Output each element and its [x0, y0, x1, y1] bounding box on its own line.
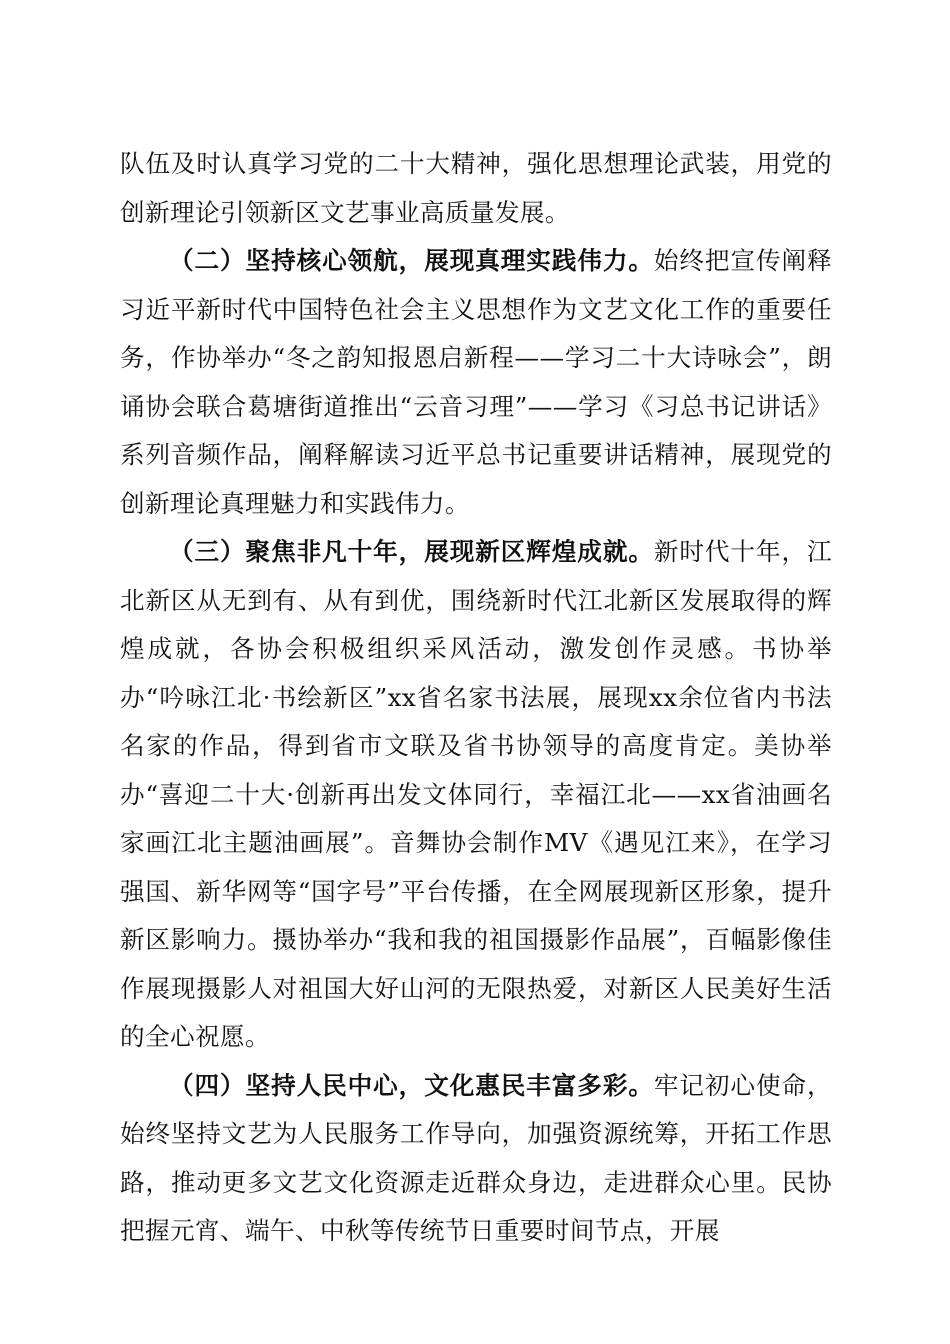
document-body	[120, 140, 832, 1256]
paragraph-section-3	[120, 528, 832, 1062]
paragraph-body: 队伍及时认真学习党的二十大精神，强化思想理论武装，用党的创新理论引领新区文艺事业高质量发展。	[120, 149, 832, 227]
paragraph-section-2	[120, 237, 832, 528]
section-heading: （三）聚焦非凡十年，展现新区辉煌成就。	[169, 537, 654, 566]
paragraph-section-4	[120, 1062, 832, 1256]
paragraph-body: 始终把宣传阐释习近平新时代中国特色社会主义思想作为文艺文化工作的重要任务，作协举办“冬之韵知报恩启新程——学习二十大诗咏会”，朗诵协会联合葛塘街道推出“云音习理”——学习《习总书记讲话》系列音频作品，阐释解读习近平总书记重要讲话精神，展现党的创新理论真理魅力和实践伟力。	[120, 246, 832, 518]
paragraph-body: 新时代十年，江北新区从无到有、从有到优，围绕新时代江北新区发展取得的辉煌成就，各协会积极组织采风活动，激发创作灵感。书协举办“吟咏江北·书绘新区”xx省名家书法展，展现xx余位省内书法名家的作品，得到省市文联及省书协领导的高度肯定。美协举办“喜迎二十大·创新再出发文体同行，幸福江北——xx省油画名家画江北主题油画展”。音舞协会制作MV《遇见江来》，在学习强国、新华网等“国字号”平台传播，在全网展现新区形象，提升新区影响力。摄协举办“我和我的祖国摄影作品展”，百幅影像佳作展现摄影人对祖国大好山河的无限热爱，对新区人民美好生活的全心祝愿。	[120, 537, 832, 1051]
section-heading: （四）坚持人民中心，文化惠民丰富多彩。	[169, 1070, 654, 1100]
paragraph-continuation	[120, 140, 832, 237]
section-heading: （二）坚持核心领航，展现真理实践伟力。	[169, 246, 654, 275]
paragraph-body: 牢记初心使命，始终坚持文艺为人民服务工作导向，加强资源统筹，开拓工作思路，推动更多文艺文化资源走近群众身边，走进群众心里。民协把握元宵、端午、中秋等传统节日重要时间节点，开展	[120, 1070, 832, 1245]
